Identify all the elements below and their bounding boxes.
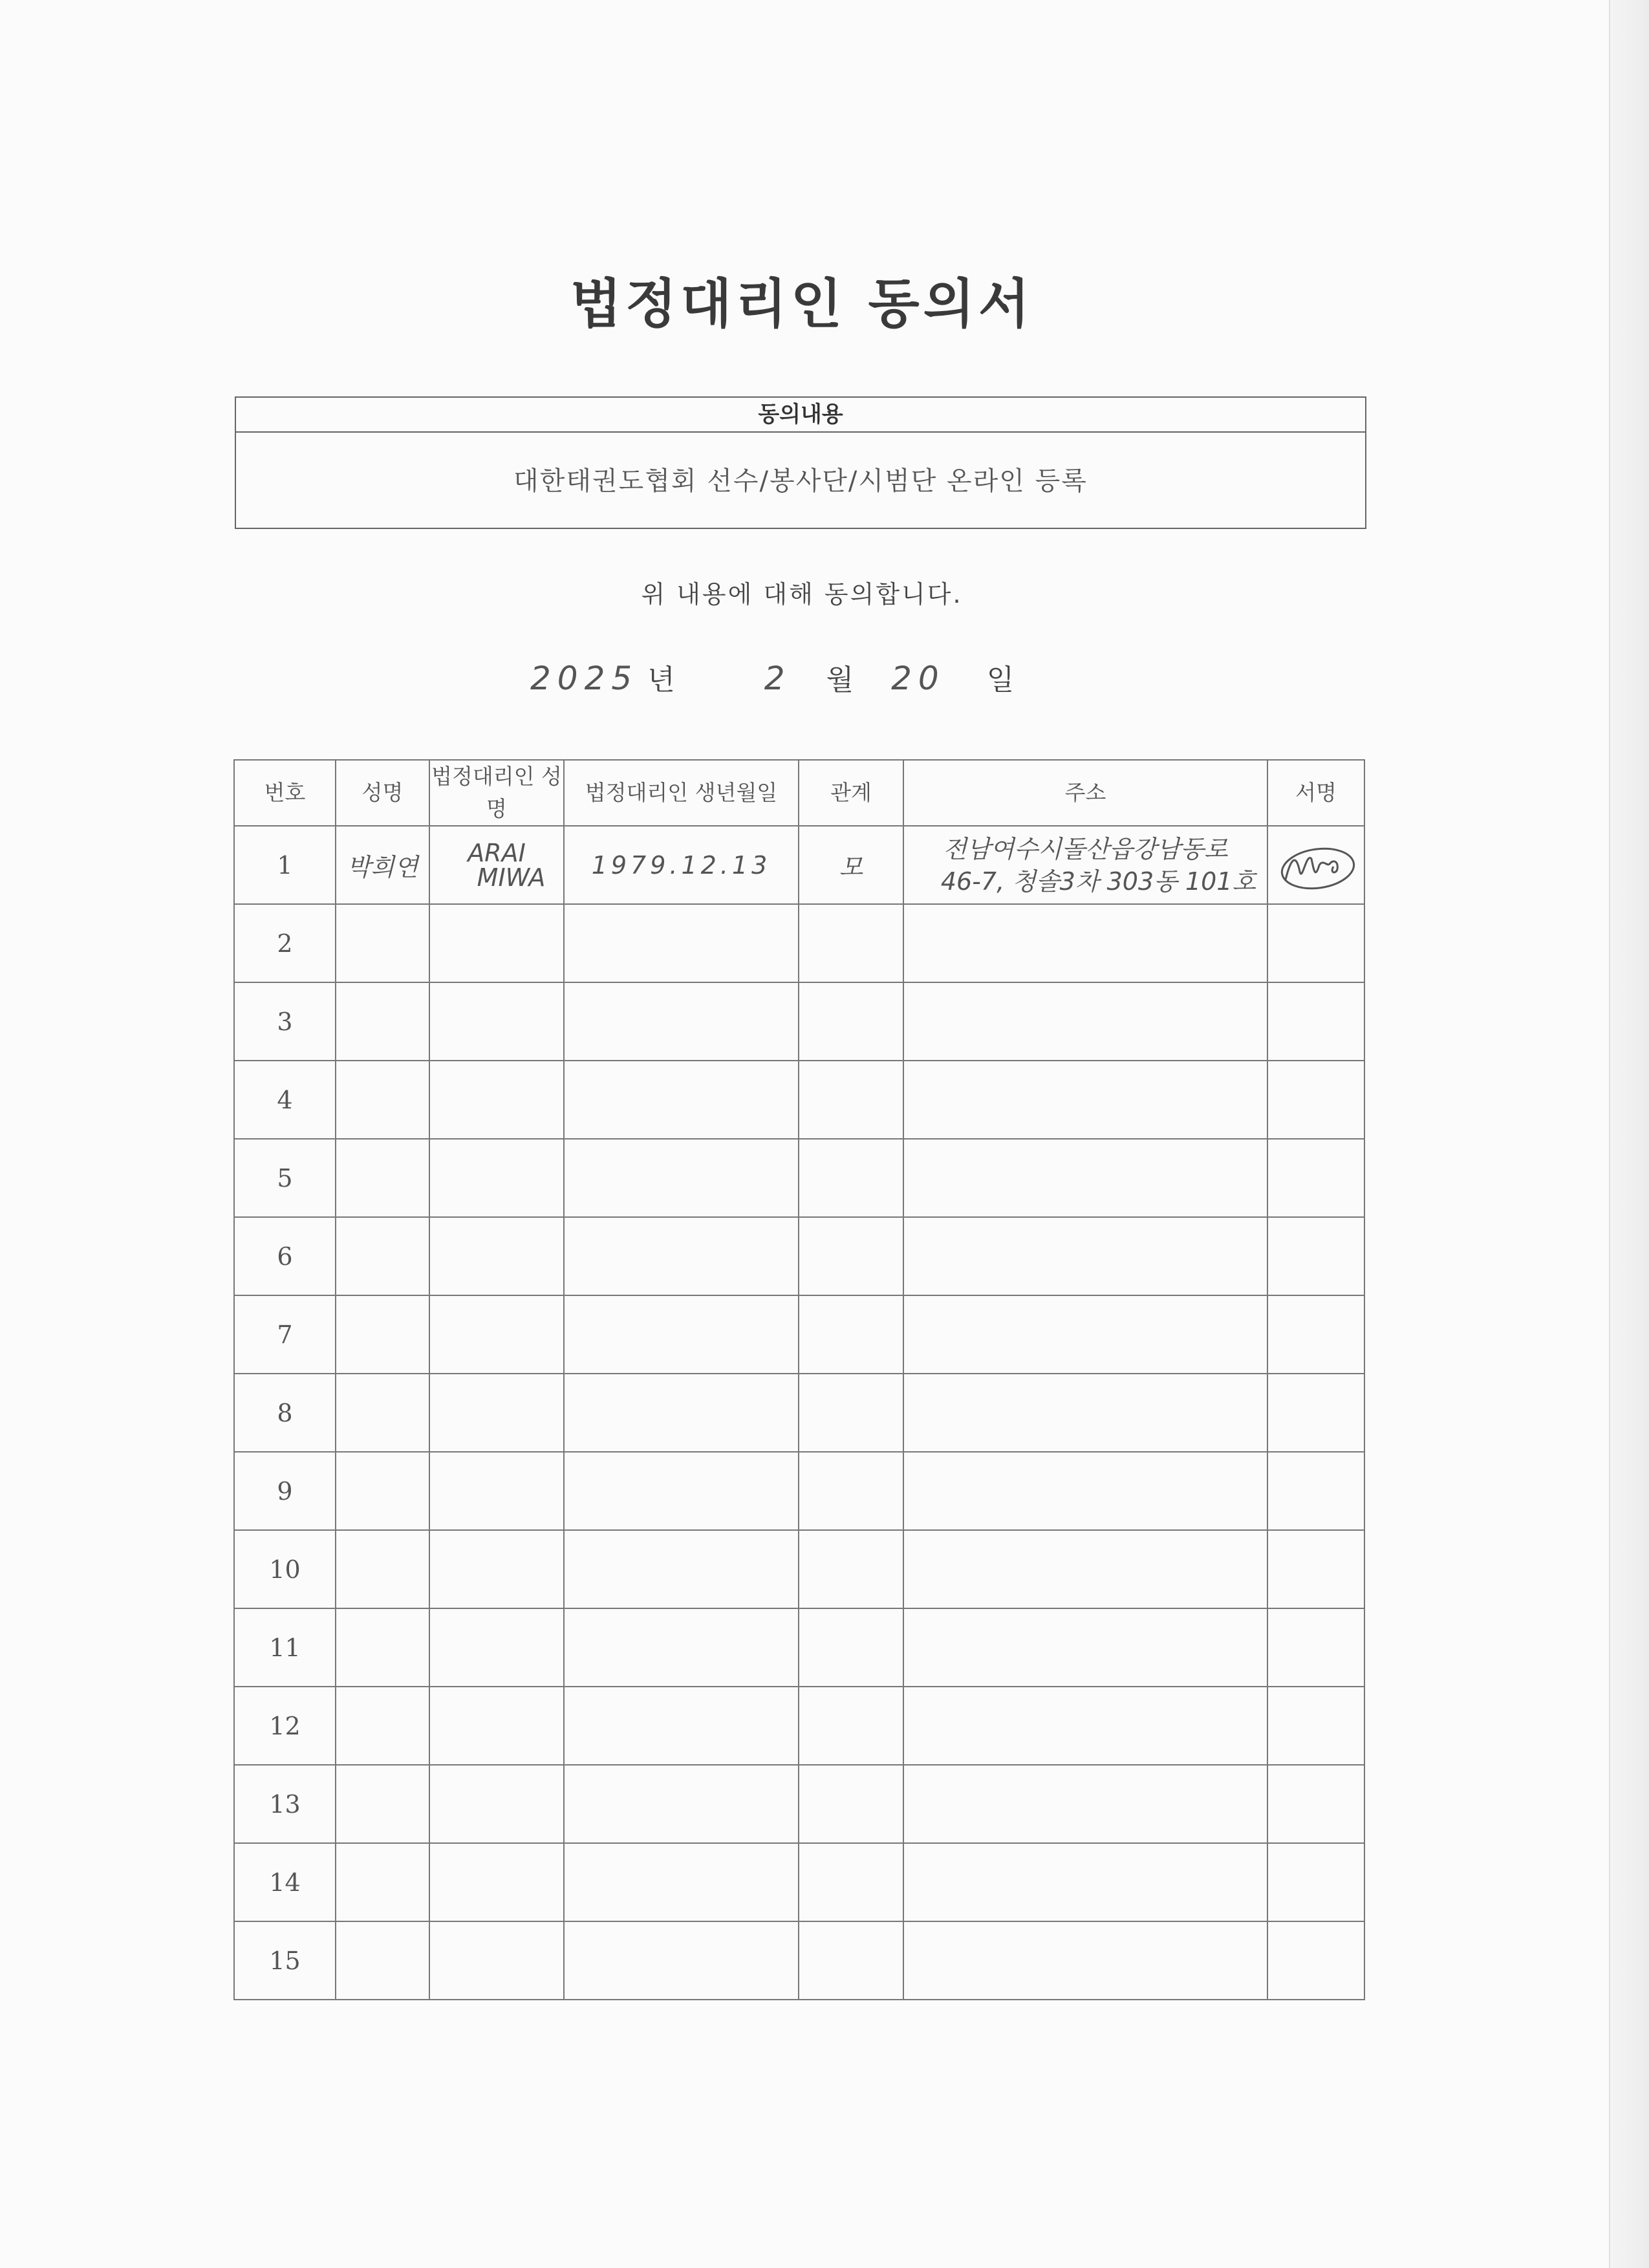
table-row [234, 826, 1364, 904]
guardian-name-line1: ARAI [468, 838, 526, 867]
cell-address [903, 1217, 1267, 1295]
cell-relation [799, 1139, 903, 1217]
address-line1: 전남여수시돌산읍강남동로 [943, 834, 1228, 863]
cell-guardian-birth [564, 1374, 799, 1452]
cell-signature [1267, 904, 1364, 982]
cell-guardian-birth [564, 904, 799, 982]
cell-address [903, 1608, 1267, 1687]
date-line [530, 656, 1014, 698]
cell-relation [799, 1843, 903, 1921]
cell-no: 8 [234, 1374, 336, 1452]
cell-name [336, 1843, 429, 1921]
cell-name [336, 1374, 429, 1452]
cell-no: 1 [234, 826, 336, 904]
cell-relation [799, 1687, 903, 1765]
cell-name [336, 1295, 429, 1374]
cell-relation [799, 1217, 903, 1295]
cell-name [336, 1217, 429, 1295]
cell-relation [799, 1530, 903, 1608]
cell-guardian-birth [564, 1530, 799, 1608]
cell-guardian-birth [564, 1608, 799, 1687]
cell-name [336, 1139, 429, 1217]
header-no: 번호 [234, 760, 336, 826]
cell-signature [1267, 1608, 1364, 1687]
cell-guardian-birth [564, 1687, 799, 1765]
table-row [234, 982, 1364, 1061]
cell-relation [799, 982, 903, 1061]
consent-header: 동의내용 [236, 398, 1365, 433]
guardian-name-line2: MIWA [477, 863, 546, 892]
cell-no: 15 [234, 1921, 336, 2000]
cell-name: 박희연 [336, 826, 429, 904]
cell-no: 10 [234, 1530, 336, 1608]
cell-no: 11 [234, 1608, 336, 1687]
cell-signature [1267, 1061, 1364, 1139]
cell-guardian-name [429, 1530, 564, 1608]
cell-name [336, 1921, 429, 2000]
cell-no: 7 [234, 1295, 336, 1374]
cell-guardian-birth [564, 1921, 799, 2000]
header-signature: 서명 [1267, 760, 1364, 826]
consent-body: 대한태권도협회 선수/봉사단/시범단 온라인 등록 [513, 466, 1088, 496]
cell-guardian-name [429, 826, 564, 904]
address-line2: 46-7, 청솔3차 303동 101호 [940, 867, 1256, 896]
cell-signature [1267, 1217, 1364, 1295]
cell-address [903, 1295, 1267, 1374]
cell-guardian-name [429, 904, 564, 982]
cell-guardian-name [429, 1687, 564, 1765]
date-month-unit: 월 [826, 664, 854, 697]
page-title: 법정대리인 동의서 [570, 273, 1034, 335]
cell-guardian-name [429, 1452, 564, 1530]
table-row [234, 1295, 1364, 1374]
cell-relation: 모 [799, 826, 903, 904]
table-row [234, 904, 1364, 982]
cell-signature [1267, 1687, 1364, 1765]
cell-guardian-birth [564, 1295, 799, 1374]
cell-relation [799, 1061, 903, 1139]
header-guardian-name: 법정대리인 성명 [429, 760, 564, 826]
cell-address [903, 1139, 1267, 1217]
cell-no: 14 [234, 1843, 336, 1921]
cell-guardian-birth [564, 1217, 799, 1295]
cell-signature [1267, 1765, 1364, 1843]
cell-relation [799, 1452, 903, 1530]
cell-no: 3 [234, 982, 336, 1061]
cell-guardian-name [429, 1061, 564, 1139]
date-month: 2 [764, 660, 792, 697]
cell-address [903, 904, 1267, 982]
cell-name [336, 1765, 429, 1843]
table-row [234, 1687, 1364, 1765]
cell-signature [1267, 1374, 1364, 1452]
cell-guardian-birth [564, 1765, 799, 1843]
cell-name [336, 1061, 429, 1139]
header-address: 주소 [903, 760, 1267, 826]
consent-box [235, 396, 1366, 529]
cell-guardian-birth [564, 1452, 799, 1530]
cell-address [903, 826, 1267, 904]
table-row [234, 1530, 1364, 1608]
cell-signature [1267, 1452, 1364, 1530]
cell-signature [1267, 1843, 1364, 1921]
cell-guardian-birth [564, 1843, 799, 1921]
cell-signature [1267, 826, 1364, 904]
cell-no: 4 [234, 1061, 336, 1139]
table-header-row [234, 760, 1364, 826]
cell-signature [1267, 1295, 1364, 1374]
agree-statement: 위 내용에 대해 동의합니다. [641, 580, 963, 609]
table-row [234, 1921, 1364, 2000]
cell-name [336, 1530, 429, 1608]
cell-no: 5 [234, 1139, 336, 1217]
cell-address [903, 1374, 1267, 1452]
cell-relation [799, 904, 903, 982]
table-row [234, 1374, 1364, 1452]
cell-guardian-name [429, 1139, 564, 1217]
cell-guardian-birth: 1979.12.13 [564, 826, 799, 904]
cell-address [903, 1843, 1267, 1921]
table-row [234, 1608, 1364, 1687]
cell-guardian-name [429, 1921, 564, 2000]
cell-guardian-birth [564, 1139, 799, 1217]
cell-relation [799, 1921, 903, 2000]
date-year: 2025 [530, 660, 639, 697]
cell-no: 13 [234, 1765, 336, 1843]
cell-address [903, 982, 1267, 1061]
cell-name [336, 1452, 429, 1530]
page-edge [1609, 0, 1649, 2268]
cell-guardian-name [429, 1374, 564, 1452]
table-row [234, 1452, 1364, 1530]
cell-guardian-birth [564, 982, 799, 1061]
date-day-unit: 일 [986, 664, 1015, 697]
table-row [234, 1765, 1364, 1843]
cell-guardian-name [429, 1765, 564, 1843]
cell-name [336, 1608, 429, 1687]
cell-guardian-name [429, 1217, 564, 1295]
table-row [234, 1843, 1364, 1921]
date-day: 20 [891, 660, 945, 697]
cell-address [903, 1530, 1267, 1608]
guardian-table [233, 759, 1365, 2000]
header-relation: 관계 [799, 760, 903, 826]
cell-no: 6 [234, 1217, 336, 1295]
cell-relation [799, 1295, 903, 1374]
cell-no: 12 [234, 1687, 336, 1765]
cell-relation [799, 1374, 903, 1452]
cell-no: 9 [234, 1452, 336, 1530]
cell-relation [799, 1608, 903, 1687]
cell-guardian-name [429, 1608, 564, 1687]
header-name: 성명 [336, 760, 429, 826]
cell-guardian-name [429, 1843, 564, 1921]
cell-address [903, 1921, 1267, 2000]
cell-guardian-name [429, 1295, 564, 1374]
table-row [234, 1061, 1364, 1139]
cell-relation [799, 1765, 903, 1843]
header-guardian-birth: 법정대리인 생년월일 [564, 760, 799, 826]
cell-name [336, 982, 429, 1061]
cell-address [903, 1765, 1267, 1843]
table-row [234, 1139, 1364, 1217]
cell-name [336, 1687, 429, 1765]
cell-no: 2 [234, 904, 336, 982]
cell-signature [1267, 982, 1364, 1061]
cell-address [903, 1452, 1267, 1530]
cell-address [903, 1061, 1267, 1139]
signature-mark [1274, 833, 1358, 898]
cell-signature [1267, 1139, 1364, 1217]
cell-signature [1267, 1530, 1364, 1608]
cell-signature [1267, 1921, 1364, 2000]
table-row [234, 1217, 1364, 1295]
cell-address [903, 1687, 1267, 1765]
cell-guardian-name [429, 982, 564, 1061]
cell-name [336, 904, 429, 982]
cell-guardian-birth [564, 1061, 799, 1139]
date-year-unit: 년 [647, 664, 675, 697]
